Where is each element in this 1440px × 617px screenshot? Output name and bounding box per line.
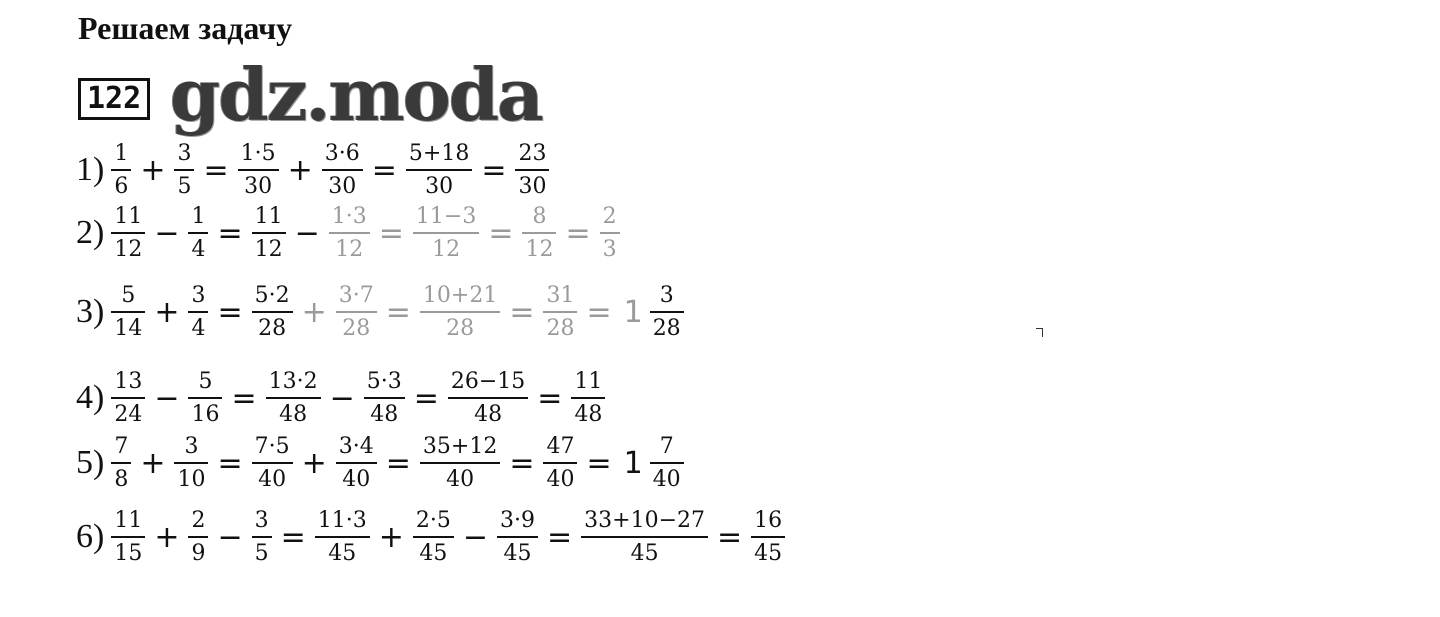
denominator: 28 [546,315,575,341]
denominator: 28 [342,315,371,341]
denominator: 12 [254,236,283,262]
operator: = [217,215,243,251]
operator: = [385,294,411,330]
fraction-bar [413,536,454,538]
numerator: 11 [114,203,143,229]
fraction [543,434,577,493]
fraction-bar [111,311,145,313]
operator: = [586,445,612,481]
numerator: 11 [574,368,603,394]
operator: + [301,294,327,330]
fraction [650,283,684,342]
fraction-bar [111,232,145,234]
denominator: 28 [446,315,475,341]
denominator: 40 [652,466,681,492]
denominator: 8 [114,466,129,492]
fraction-bar [336,311,377,313]
denominator: 12 [335,236,364,262]
numerator: 11−3 [415,203,477,229]
denominator: 30 [518,173,547,199]
fraction [364,369,405,428]
fraction-bar [543,311,577,313]
operator: = [586,294,612,330]
numerator: 31 [546,282,575,308]
numerator: 11 [114,507,143,533]
fraction-bar [581,536,708,538]
operator: = [378,215,404,251]
fraction-bar [336,462,377,464]
operator: + [287,152,313,188]
denominator: 30 [425,173,454,199]
numerator: 33+10−27 [584,507,706,533]
equation-number: 3) [76,293,105,330]
operator: = [385,445,411,481]
fraction [315,508,370,567]
denominator: 24 [114,401,143,427]
fraction-bar [252,462,293,464]
operator: = [547,519,573,555]
operator: = [565,215,591,251]
fraction [581,508,708,567]
fraction [111,283,145,342]
denominator: 9 [191,540,206,566]
equation-number: 4) [76,379,105,416]
denominator: 30 [244,173,273,199]
fraction-bar [188,232,208,234]
equation-line-6 [76,507,788,567]
fraction-bar [650,311,684,313]
equation-number: 1) [76,151,105,188]
fraction [111,141,131,200]
operator: + [154,519,180,555]
fraction [413,508,454,567]
operator: + [140,445,166,481]
fraction-bar [111,462,131,464]
operator: = [217,445,243,481]
fraction-bar [252,536,272,538]
denominator: 30 [328,173,357,199]
fraction [266,369,321,428]
fraction [252,204,286,263]
denominator: 48 [279,401,308,427]
fraction-bar [571,397,605,399]
fraction [238,141,279,200]
fraction-bar [448,397,528,399]
scan-artifact [1036,328,1043,337]
fraction [188,508,208,567]
numerator: 10+21 [422,282,498,308]
task-number-box: 122 [78,78,150,120]
fraction-bar [497,536,538,538]
numerator: 3 [254,507,269,533]
denominator: 40 [546,466,575,492]
fraction [406,141,472,200]
denominator: 45 [754,540,783,566]
fraction [174,141,194,200]
fraction-bar [751,536,785,538]
numerator: 1 [191,203,206,229]
operator: + [378,519,404,555]
denominator: 5 [177,173,192,199]
numerator: 26−15 [450,368,526,394]
denominator: 3 [602,236,617,262]
denominator: 45 [503,540,532,566]
numerator: 1·5 [240,140,276,166]
equation-line-2 [76,203,623,263]
denominator: 12 [432,236,461,262]
fraction-bar [252,311,293,313]
numerator: 13·2 [268,368,318,394]
denominator: 48 [574,401,603,427]
fraction [188,204,208,263]
fraction [111,204,145,263]
denominator: 4 [191,236,206,262]
numerator: 3 [177,140,192,166]
equation-number: 6) [76,518,105,555]
denominator: 40 [342,466,371,492]
numerator: 5·3 [366,368,402,394]
operator: + [140,152,166,188]
fraction [420,434,500,493]
fraction-bar [329,232,370,234]
fraction-bar [174,462,208,464]
numerator: 8 [532,203,547,229]
numerator: 16 [754,507,783,533]
fraction [650,434,684,493]
fraction-bar [522,232,556,234]
operator: = [413,380,439,416]
fraction [111,434,131,493]
whole-part: 1 [623,445,643,481]
denominator: 14 [114,315,143,341]
fraction [336,283,377,342]
denominator: 12 [114,236,143,262]
fraction-bar [111,397,145,399]
fraction [111,369,145,428]
equation-number: 5) [76,444,105,481]
numerator: 3 [184,433,199,459]
denominator: 6 [114,173,129,199]
operator: + [301,445,327,481]
operator: − [154,380,180,416]
fraction-bar [322,169,363,171]
numerator: 1 [114,140,129,166]
fraction-bar [188,536,208,538]
numerator: 5+18 [408,140,470,166]
equation-line-1 [76,140,552,200]
fraction-bar [543,462,577,464]
numerator: 11·3 [317,507,367,533]
fraction-bar [650,462,684,464]
fraction-bar [406,169,472,171]
denominator: 28 [258,315,287,341]
numerator: 35+12 [422,433,498,459]
numerator: 7 [114,433,129,459]
denominator: 15 [114,540,143,566]
fraction-bar [266,397,321,399]
fraction-bar [364,397,405,399]
numerator: 3 [659,282,674,308]
fraction-bar [188,397,222,399]
denominator: 10 [177,466,206,492]
denominator: 40 [446,466,475,492]
fraction-bar [420,462,500,464]
operator: = [371,152,397,188]
operator: + [154,294,180,330]
operator: = [537,380,563,416]
fraction [322,141,363,200]
fraction [751,508,785,567]
numerator: 23 [518,140,547,166]
equation-line-4 [76,368,608,428]
fraction [252,508,272,567]
denominator: 45 [328,540,357,566]
operator: = [717,519,743,555]
numerator: 5·2 [254,282,290,308]
fraction [420,283,500,342]
denominator: 12 [525,236,554,262]
numerator: 3·7 [338,282,374,308]
denominator: 48 [474,401,503,427]
whole-part: 1 [623,294,643,330]
numerator: 3·4 [338,433,374,459]
equation-line-3 [76,282,687,342]
watermark-logo: gdz.moda [170,52,542,137]
numerator: 2·5 [415,507,451,533]
operator: = [203,152,229,188]
denominator: 28 [652,315,681,341]
fraction [188,369,222,428]
denominator: 45 [630,540,659,566]
numerator: 3·9 [500,507,536,533]
fraction [413,204,479,263]
denominator: 48 [370,401,399,427]
fraction [188,283,208,342]
denominator: 45 [419,540,448,566]
operator: = [488,215,514,251]
operator: − [329,380,355,416]
numerator: 2 [602,203,617,229]
operator: = [231,380,257,416]
fraction [252,434,293,493]
denominator: 5 [254,540,269,566]
numerator: 13 [114,368,143,394]
operator: = [217,294,243,330]
denominator: 16 [191,401,220,427]
fraction [543,283,577,342]
operator: − [217,519,243,555]
numerator: 5 [198,368,213,394]
operator: = [280,519,306,555]
numerator: 11 [254,203,283,229]
fraction-bar [515,169,549,171]
equation-line-5 [76,433,687,493]
operator: = [509,445,535,481]
fraction-bar [420,311,500,313]
numerator: 3 [191,282,206,308]
fraction-bar [600,232,620,234]
numerator: 2 [191,507,206,533]
denominator: 4 [191,315,206,341]
denominator: 40 [258,466,287,492]
operator: − [462,519,489,555]
fraction [448,369,528,428]
fraction-bar [315,536,370,538]
fraction [522,204,556,263]
fraction-bar [252,232,286,234]
fraction-bar [111,169,131,171]
page-title: Решаем задачу [78,10,293,46]
fraction-bar [111,536,145,538]
fraction-bar [238,169,279,171]
fraction [600,204,620,263]
fraction [571,369,605,428]
operator: = [509,294,535,330]
fraction [497,508,538,567]
fraction [174,434,208,493]
fraction-bar [188,311,208,313]
fraction-bar [413,232,479,234]
numerator: 7·5 [254,433,290,459]
operator: − [294,215,320,251]
numerator: 7 [659,433,674,459]
fraction [252,283,293,342]
fraction [329,204,370,263]
fraction-bar [174,169,194,171]
numerator: 47 [546,433,575,459]
equation-number: 2) [76,214,105,251]
fraction [515,141,549,200]
fraction [111,508,145,567]
numerator: 5 [121,282,136,308]
numerator: 1·3 [331,203,367,229]
fraction [336,434,377,493]
operator: = [481,152,507,188]
operator: − [154,215,180,251]
numerator: 3·6 [324,140,360,166]
